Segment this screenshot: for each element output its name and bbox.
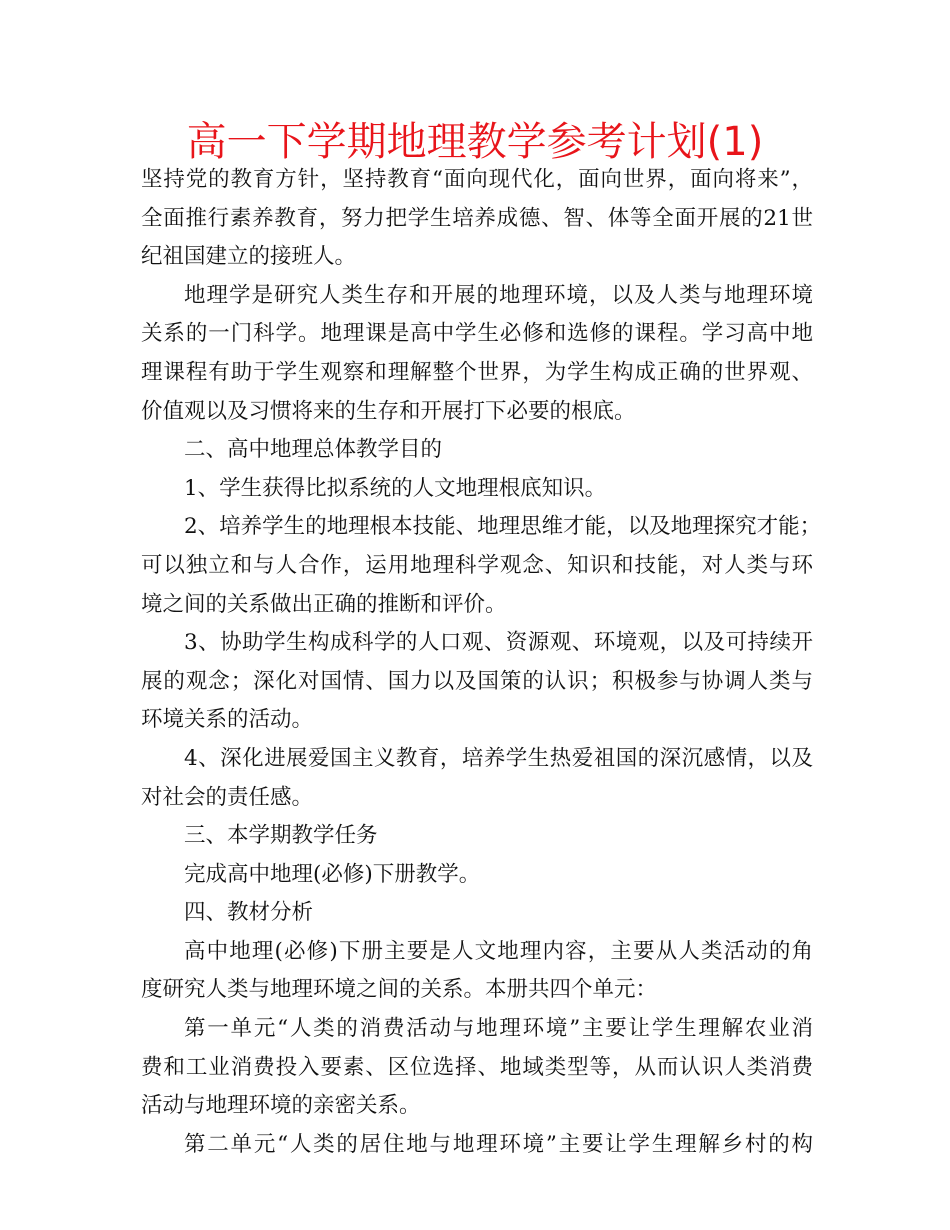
text-line: 1、学生获得比拟系统的人文地理根底知识。 <box>184 475 607 501</box>
text-line: 地理学是研究人类生存和开展的地理环境，以及人类与地理环境 <box>184 282 813 308</box>
text-line: 环境关系的活动。 <box>141 707 314 733</box>
text-line: 可以独立和与人合作，运用地理科学观念、知识和技能，对人类与环 <box>141 552 813 578</box>
text-line: 完成高中地理(必修)下册教学。 <box>184 861 481 887</box>
document-body <box>141 161 822 1164</box>
text-line: 理课程有助于学生观察和理解整个世界，为学生构成正确的世界观、 <box>141 359 813 385</box>
text-line: 2、培养学生的地理根本技能、地理思维才能，以及地理探究才能； <box>184 514 822 540</box>
text-line: 二、高中地理总体教学目的 <box>184 437 443 463</box>
text-line: 3、协助学生构成科学的人口观、资源观、环境观，以及可持续开 <box>184 630 813 656</box>
text-line: 展的观念；深化对国情、国力以及国策的认识；积极参与协调人类与 <box>141 668 813 694</box>
text-line: 4、深化进展爱国主义教育，培养学生热爱祖国的深沉感情，以及 <box>184 745 813 771</box>
text-line: 境之间的关系做出正确的推断和评价。 <box>141 591 507 617</box>
document-title: 高一下学期地理教学参考计划(1) <box>186 119 764 165</box>
text-line: 全面推行素养教育，努力把学生培养成德、智、体等全面开展的21世 <box>141 205 813 231</box>
text-line: 对社会的责任感。 <box>141 784 314 810</box>
text-line: 费和工业消费投入要素、区位选择、地域类型等，从而认识人类消费 <box>141 1054 813 1080</box>
text-line: 坚持党的教育方针，坚持教育“面向现代化，面向世界，面向将来”， <box>141 167 813 192</box>
text-line: 纪祖国建立的接班人。 <box>141 244 357 270</box>
text-line: 价值观以及习惯将来的生存和开展打下必要的根底。 <box>141 398 636 424</box>
text-line: 活动与地理环境的亲密关系。 <box>141 1093 421 1119</box>
text-line: 三、本学期教学任务 <box>184 823 378 849</box>
text-line: 四、教材分析 <box>184 900 314 926</box>
text-line: 度研究人类与地理环境之间的关系。本册共四个单元： <box>141 977 658 1003</box>
text-line: 第二单元“人类的居住地与地理环境”主要让学生理解乡村的构 <box>184 1131 813 1157</box>
text-line: 高中地理(必修)下册主要是人文地理内容，主要从人类活动的角 <box>184 938 813 964</box>
text-line: 关系的一门科学。地理课是高中学生必修和选修的课程。学习高中地 <box>141 321 813 347</box>
text-line: 第一单元“人类的消费活动与地理环境”主要让学生理解农业消 <box>184 1016 813 1042</box>
